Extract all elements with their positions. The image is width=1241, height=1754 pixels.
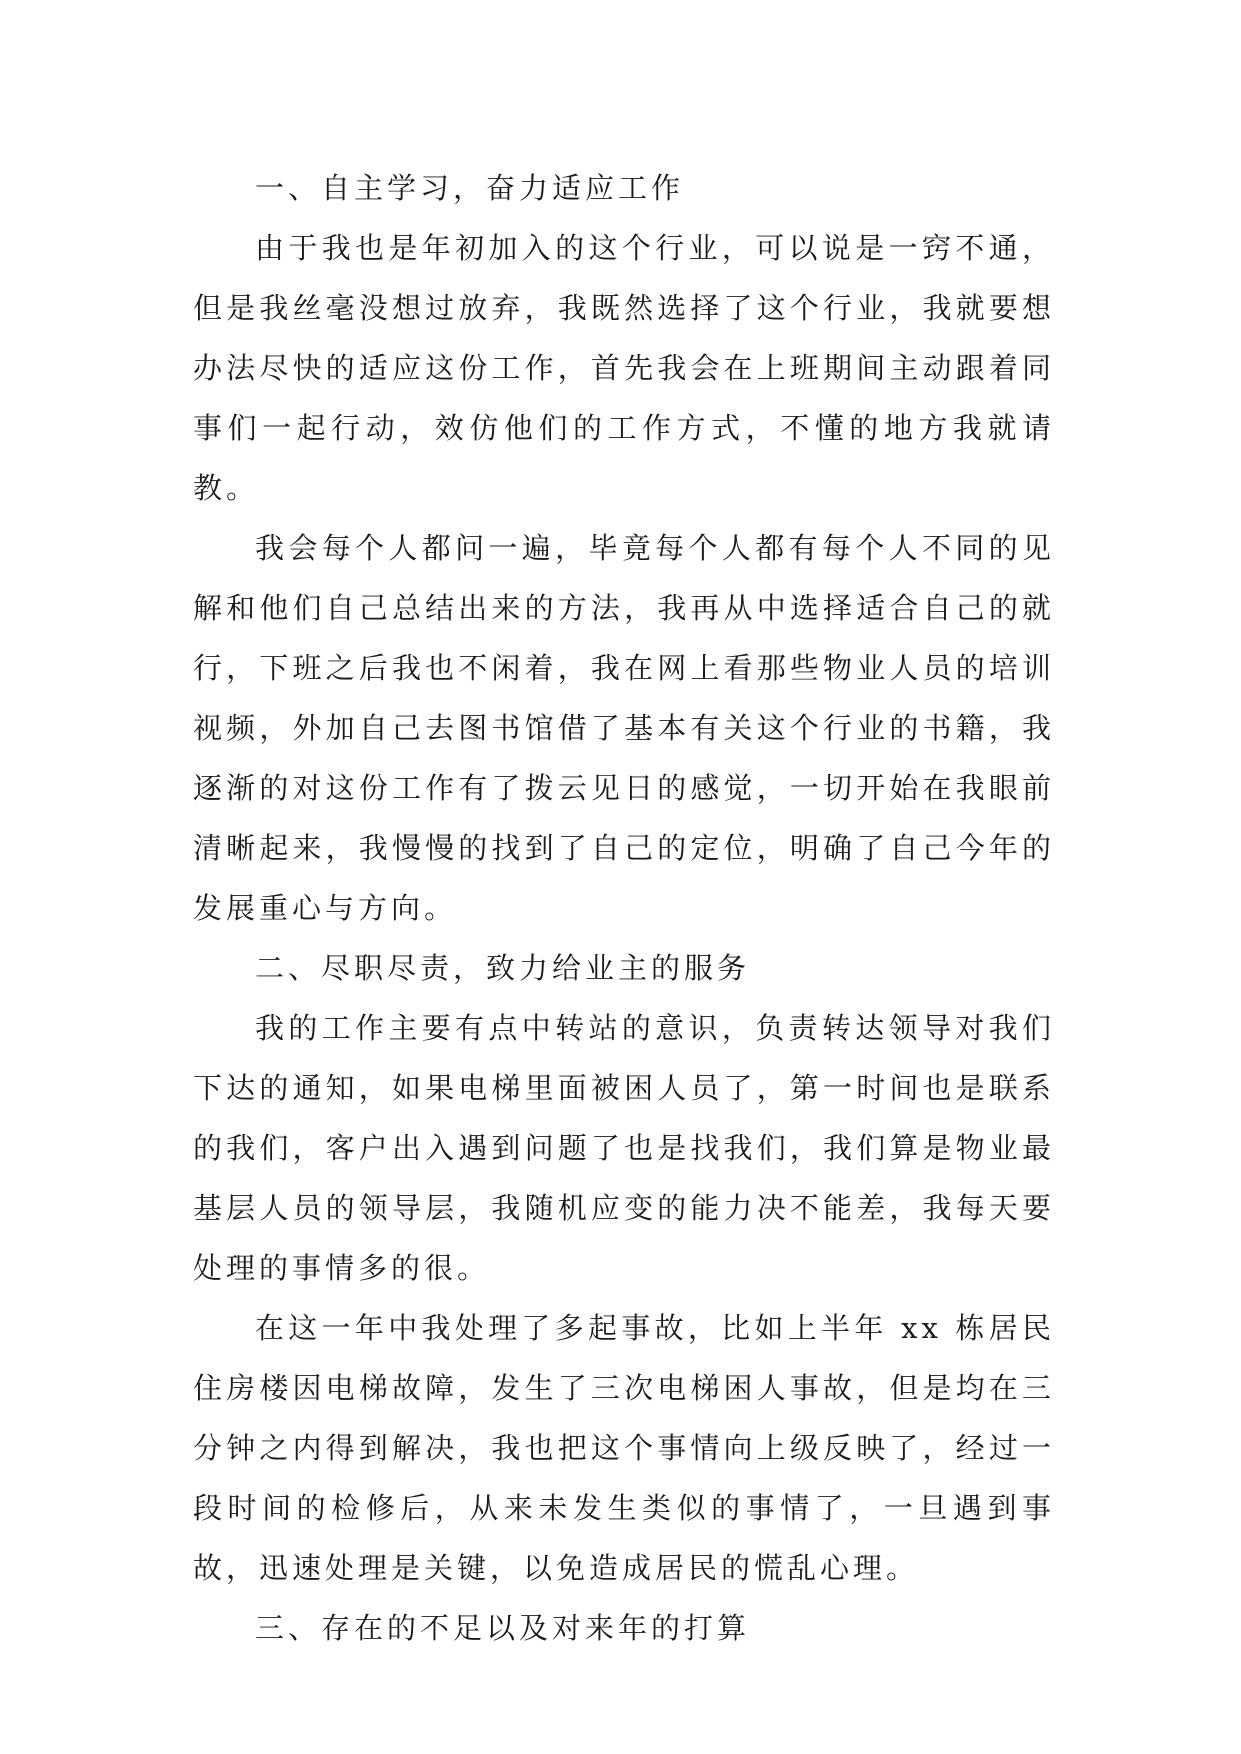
paragraph-2: 我会每个人都问一遍，毕竟每个人都有每个人不同的见解和他们自己总结出来的方法，我再从中选择适合自己的就行，下班之后我也不闲着，我在网上看那些物业人员的培训视频，外加自己去图书馆借了基本有关这个行业的书籍，我逐渐的对这份工作有了拨云见日的感觉，一切开始在我眼前清晰起来，我慢慢的找到了自己的定位，明确了自己今年的发展重心与方向。 [193,531,1055,925]
paragraph-1: 由于我也是年初加入的这个行业，可以说是一窍不通，但是我丝毫没想过放弃，我既然选择了这个行业，我就要想办法尽快的适应这份工作，首先我会在上班期间主动跟着同事们一起行动，效仿他们的工作方式，不懂的地方我就请教。 [193,231,1055,505]
paragraph-3: 我的工作主要有点中转站的意识，负责转达领导对我们下达的通知，如果电梯里面被困人员了，第一时间也是联系的我们，客户出入遇到问题了也是找我们，我们算是物业最基层人员的领导层，我随机应变的能力决不能差，我每天要处理的事情多的很。 [193,1011,1055,1285]
paragraph-4: 在这一年中我处理了多起事故，比如上半年 xx 栋居民住房楼因电梯故障，发生了三次电梯困人事故，但是均在三分钟之内得到解决，我也把这个事情向上级反映了，经过一段时间的检修后，从来未发生类似的事情了，一旦遇到事故，迅速处理是关键，以免造成居民的慌乱心理。 [193,1311,1055,1585]
section-heading-3: 三、存在的不足以及对来年的打算 [255,1611,751,1645]
section-heading-2: 二、尽职尽责，致力给业主的服务 [255,951,751,985]
document-body [193,158,1055,1658]
section-heading-1: 一、自主学习，奋力适应工作 [255,171,685,205]
